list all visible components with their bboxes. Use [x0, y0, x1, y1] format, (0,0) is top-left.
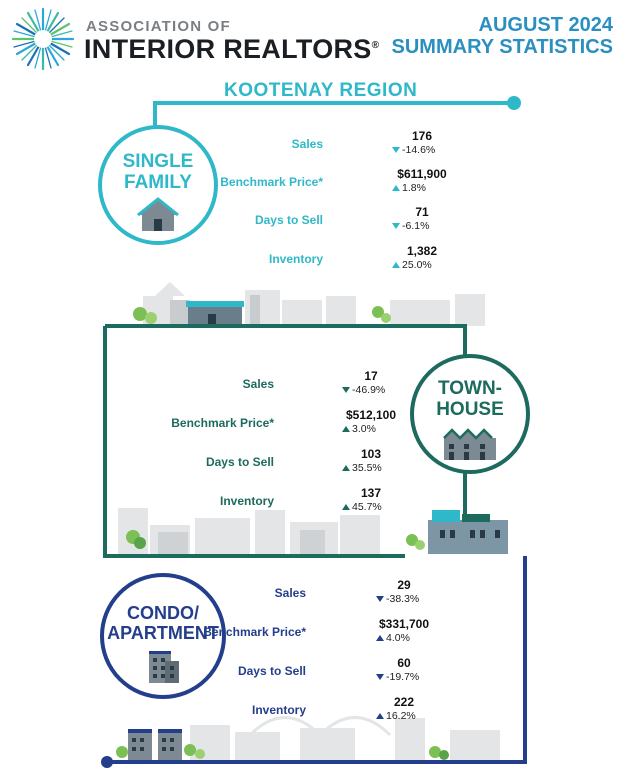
stat-value: 17 [364, 369, 378, 383]
stat-change-text: 35.5% [352, 462, 382, 474]
stat-change [376, 593, 419, 605]
stat-change [392, 144, 435, 156]
condo-label-line2: APARTMENT [107, 623, 219, 643]
stat-label: Benchmark Price* [203, 625, 306, 639]
arrow-down-icon [392, 223, 400, 229]
stat-label: Benchmark Price* [220, 175, 323, 189]
single-family-label-line1: SINGLE [122, 151, 194, 172]
report-title-sub: SUMMARY STATISTICS [391, 36, 613, 58]
townhouse-label [414, 378, 526, 420]
stat-value: 1,382 [406, 244, 438, 258]
stat-value: 176 [411, 129, 433, 143]
stat-label: Inventory [219, 494, 274, 508]
stat-value: 71 [415, 205, 429, 219]
arrow-down-icon [342, 387, 350, 393]
stat-change-text: -46.9% [352, 384, 386, 396]
stat-change [376, 671, 419, 683]
stat-value: 137 [360, 486, 382, 500]
report-title-month: AUGUST 2024 [478, 14, 613, 36]
townhouse-badge [410, 354, 530, 474]
stat-value: $512,100 [345, 408, 397, 422]
arrow-down-icon [392, 147, 400, 153]
single-family-label-line2: FAMILY [124, 172, 192, 193]
stat-change [342, 384, 385, 396]
stat-change-text: -19.7% [386, 671, 420, 683]
stat-change [392, 182, 426, 194]
stat-change [376, 710, 416, 722]
org-name-small: ASSOCIATION OF [86, 18, 231, 35]
stat-change-text: 45.7% [352, 501, 382, 513]
stat-label: Inventory [251, 703, 306, 717]
stat-value: 222 [393, 695, 415, 709]
org-name-text: INTERIOR REALTORS [84, 34, 372, 64]
arrow-up-icon [392, 185, 400, 191]
arrow-down-icon [376, 596, 384, 602]
stat-change [392, 259, 432, 271]
stat-change-text: 16.2% [386, 710, 416, 722]
townhouse-label-line2: HOUSE [436, 399, 504, 420]
stat-change-text: 1.8% [402, 182, 426, 194]
stat-label: Sales [274, 586, 306, 600]
stat-label: Days to Sell [205, 455, 274, 469]
arrow-up-icon [376, 635, 384, 641]
arrow-down-icon [376, 674, 384, 680]
stat-change [342, 501, 382, 513]
registered-mark: ® [371, 40, 380, 51]
stat-label: Sales [242, 377, 274, 391]
arrow-up-icon [342, 426, 350, 432]
stat-value: 29 [397, 578, 411, 592]
arrow-up-icon [342, 504, 350, 510]
stat-change-text: -6.1% [402, 220, 430, 232]
stat-value: $331,700 [378, 617, 430, 631]
stat-change-text: 25.0% [402, 259, 432, 271]
stat-label: Days to Sell [254, 213, 323, 227]
stat-label: Benchmark Price* [171, 416, 274, 430]
stat-label: Sales [291, 137, 323, 151]
stat-change-text: 4.0% [386, 632, 410, 644]
stat-label: Inventory [268, 252, 323, 266]
condo-label-line1: CONDO/ [127, 603, 199, 623]
stat-change [342, 462, 382, 474]
stat-change-text: -38.3% [386, 593, 420, 605]
stat-change [392, 220, 429, 232]
stat-change [342, 423, 376, 435]
stat-label: Days to Sell [237, 664, 306, 678]
stat-change [376, 632, 410, 644]
arrow-up-icon [376, 713, 384, 719]
stat-value: $611,900 [397, 167, 447, 181]
stat-value: 60 [397, 656, 411, 670]
arrow-up-icon [342, 465, 350, 471]
stat-change-text: 3.0% [352, 423, 376, 435]
region-title: KOOTENAY REGION [224, 80, 418, 101]
townhouse-label-line1: TOWN- [437, 378, 503, 399]
arrow-up-icon [392, 262, 400, 268]
stat-value: 103 [360, 447, 382, 461]
townhouse-icon [442, 426, 498, 460]
stat-change-text: -14.6% [402, 144, 436, 156]
